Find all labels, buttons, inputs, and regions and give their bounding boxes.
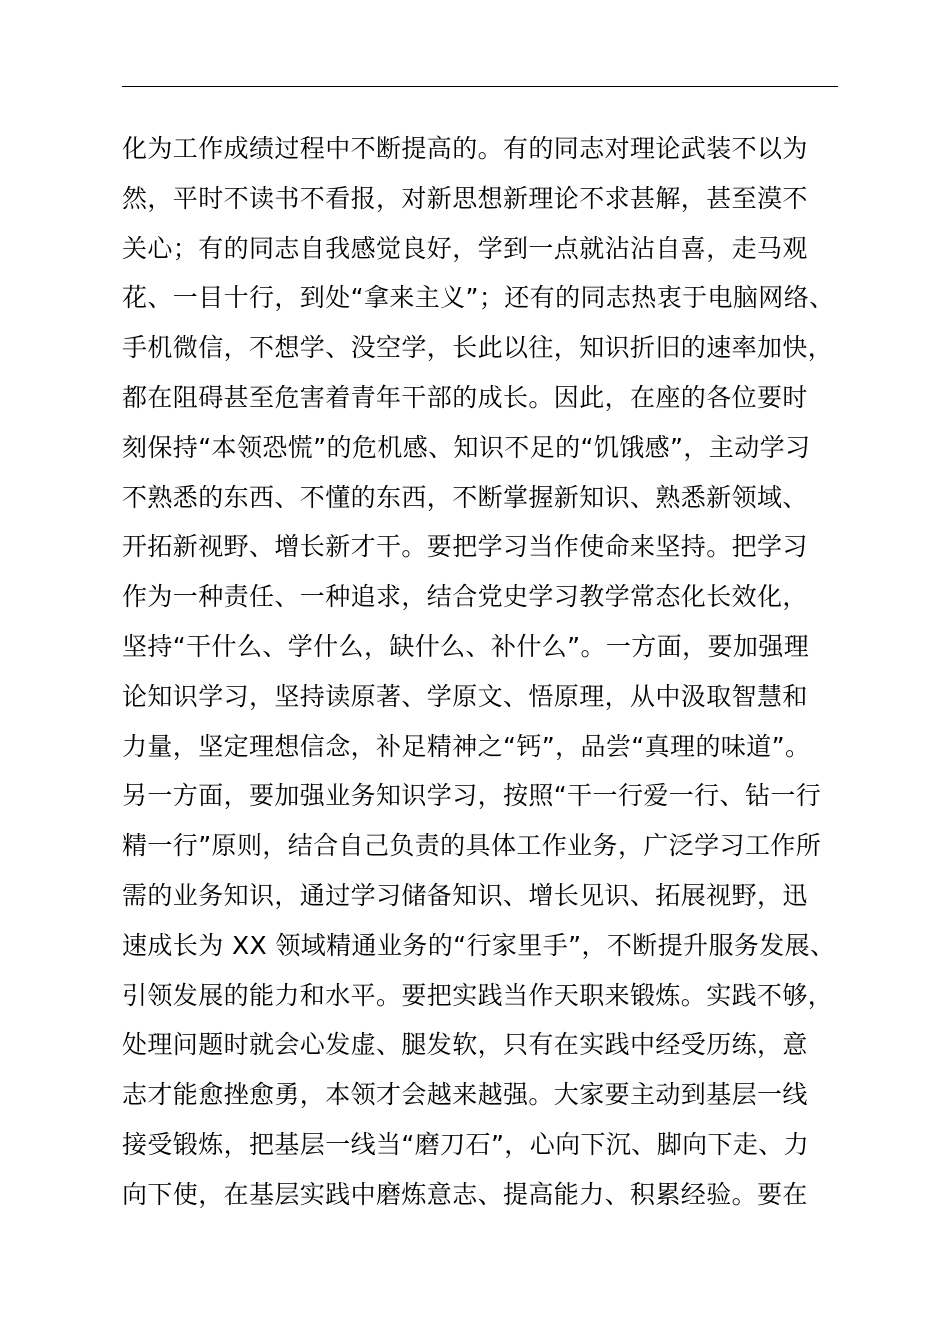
text-line: 刻保持“本领恐慌”的危机感、知识不足的“饥饿感”，主动学习 — [122, 432, 811, 462]
text-line: 向下使，在基层实践中磨炼意志、提高能力、积累经验。要在 — [122, 1179, 808, 1209]
text-line: 引领发展的能力和水平。要把实践当作天职来锻炼。实践不够， — [122, 980, 834, 1010]
text-line: 不熟悉的东西、不懂的东西，不断掌握新知识、熟悉新领域、 — [122, 482, 808, 512]
text-line: 另一方面，要加强业务知识学习，按照“干一行爱一行、钻一行 — [122, 781, 822, 811]
text-line: 处理问题时就会心发虚、腿发软，只有在实践中经受历练，意 — [122, 1030, 808, 1060]
header-rule — [122, 86, 838, 87]
body-text — [122, 124, 862, 1220]
text-line: 化为工作成绩过程中不断提高的。有的同志对理论武装不以为 — [122, 134, 808, 163]
text-line: 论知识学习，坚持读原著、学原文、悟原理，从中汲取智慧和 — [122, 681, 808, 711]
text-line: 力量，坚定理想信念，补足精神之“钙”，品尝“真理的味道”。 — [122, 731, 811, 761]
text-line: 速成长为 XX 领域精通业务的“行家里手”，不断提升服务发展、 — [122, 930, 836, 960]
text-line: 坚持“干什么、学什么，缺什么、补什么”。一方面，要加强理 — [122, 631, 810, 661]
text-line: 然，平时不读书不看报，对新思想新理论不求甚解，甚至漠不 — [122, 183, 808, 213]
text-line: 精一行”原则，结合自己负责的具体工作业务，广泛学习工作所 — [122, 831, 822, 861]
text-line: 花、一目十行，到处“拿来主义”；还有的同志热衷于电脑网络、 — [122, 283, 835, 313]
text-line: 手机微信，不想学、没空学，长此以往，知识折旧的速率加快， — [122, 333, 834, 363]
text-line: 关心；有的同志自我感觉良好，学到一点就沾沾自喜，走马观 — [122, 233, 808, 263]
text-line: 作为一种责任、一种追求，结合党史学习教学常态化长效化， — [122, 582, 808, 612]
text-line: 接受锻炼，把基层一线当“磨刀石”，心向下沉、脚向下走、力 — [122, 1129, 810, 1159]
text-line: 需的业务知识，通过学习储备知识、增长见识、拓展视野，迅 — [122, 880, 808, 910]
text-line: 开拓新视野、增长新才干。要把学习当作使命来坚持。把学习 — [122, 532, 808, 562]
text-line: 都在阻碍甚至危害着青年干部的成长。因此，在座的各位要时 — [122, 382, 808, 412]
text-line: 志才能愈挫愈勇，本领才会越来越强。大家要主动到基层一线 — [122, 1080, 808, 1110]
